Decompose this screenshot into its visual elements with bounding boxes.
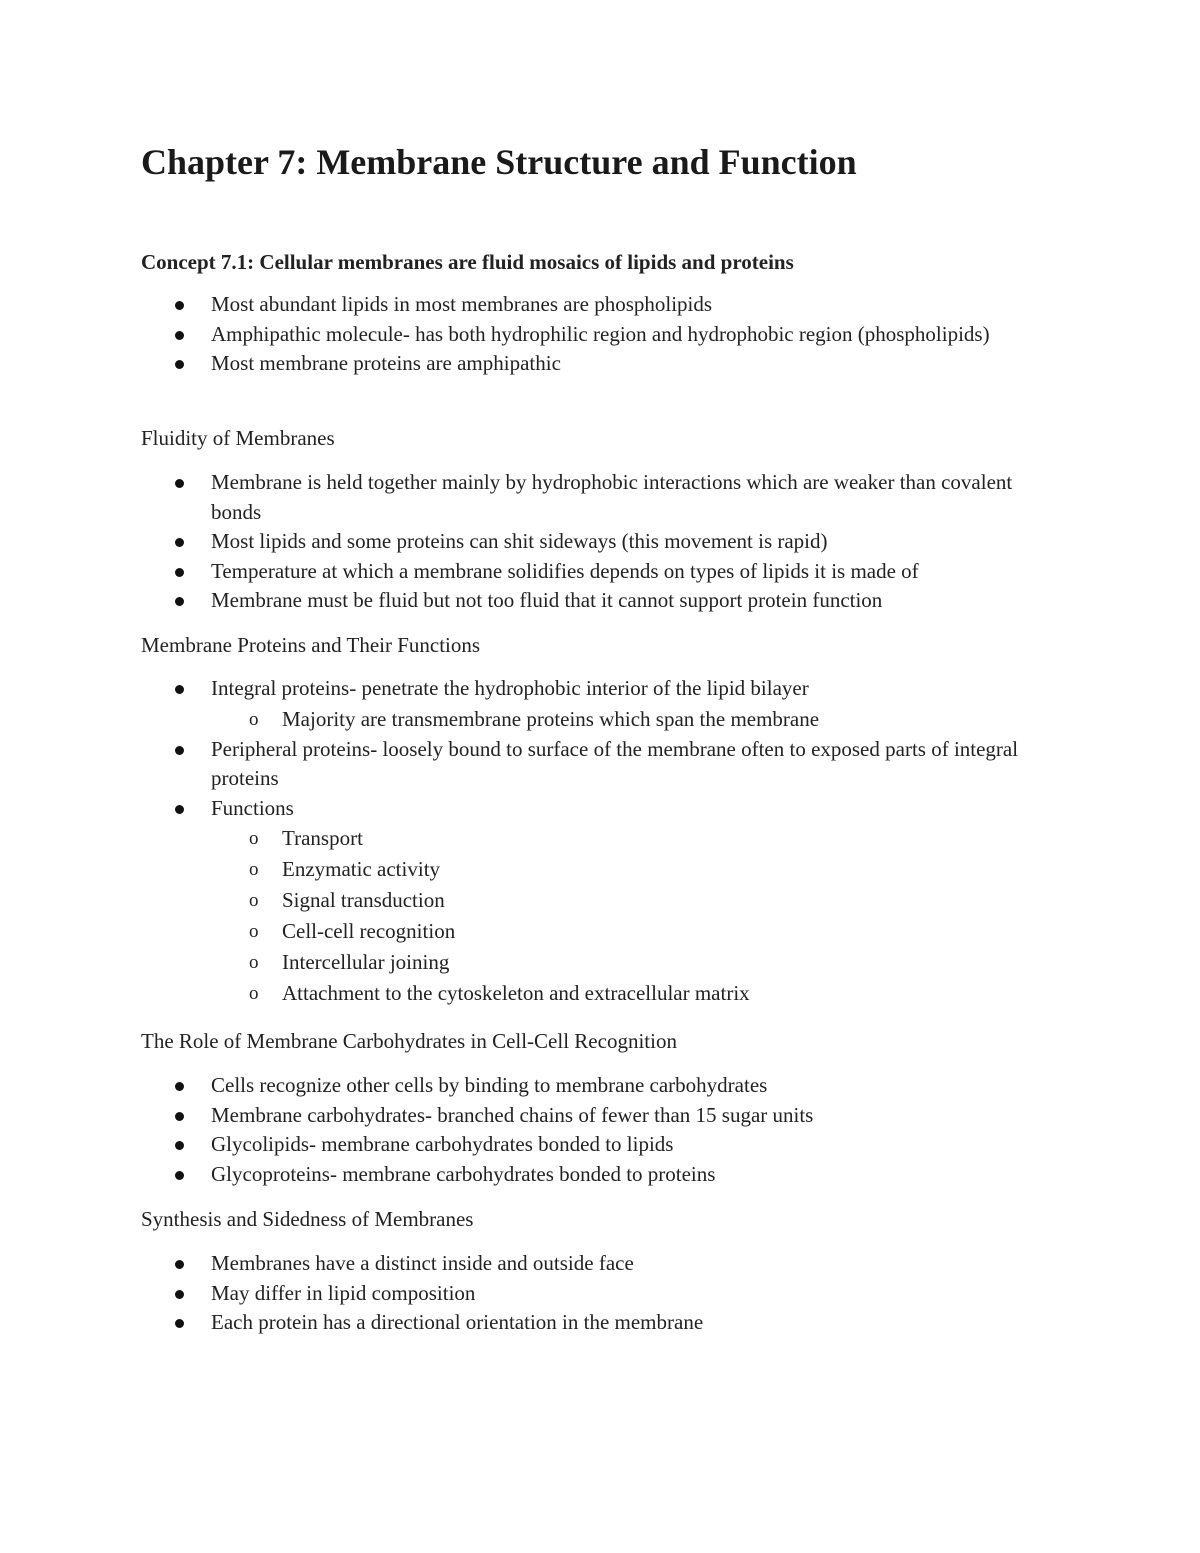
circle-bullet-icon: o xyxy=(249,983,259,1004)
bullet-icon xyxy=(175,1082,184,1091)
sub-list-item-text: Cell-cell recognition xyxy=(282,919,456,943)
section-heading-carbohydrates: The Role of Membrane Carbohydrates in Cell-Cell Recognition xyxy=(141,1029,677,1053)
list-item xyxy=(141,1279,1041,1309)
synthesis-bullet-list xyxy=(141,1249,1081,1338)
bullet-icon xyxy=(175,538,184,547)
list-item-text: Membrane carbohydrates- branched chains of fewer than 15 sugar units xyxy=(211,1102,814,1127)
list-item xyxy=(141,1249,1041,1279)
sub-list-item-text: Enzymatic activity xyxy=(282,857,441,881)
bullet-icon xyxy=(175,301,184,310)
bullet-icon xyxy=(175,1112,184,1121)
sub-list-item-text: Majority are transmembrane proteins which span the membrane xyxy=(282,706,820,731)
bullet-icon xyxy=(175,685,184,694)
list-item-text: Membrane must be fluid but not too fluid that it cannot support protein function xyxy=(211,588,883,612)
list-item xyxy=(141,557,1041,587)
list-item xyxy=(141,1160,1041,1190)
circle-bullet-icon: o xyxy=(249,921,259,942)
sub-list xyxy=(211,704,1041,735)
list-item-text: Each protein has a directional orientation in the membrane xyxy=(211,1310,704,1334)
list-item-text: Most lipids and some proteins can shit sideways (this movement is rapid) xyxy=(211,529,828,553)
list-item xyxy=(141,320,1041,350)
sub-list-item-text: Signal transduction xyxy=(282,888,445,912)
sub-list-item-text: Intercellular joining xyxy=(282,950,450,974)
list-item xyxy=(141,468,1041,527)
list-item-text: Peripheral proteins- loosely bound to surface of the membrane often to exposed parts of integral proteins xyxy=(211,736,1019,790)
circle-bullet-icon: o xyxy=(249,952,259,973)
list-item-text: Glycoproteins- membrane carbohydrates bonded to proteins xyxy=(211,1161,716,1186)
section-heading-synthesis: Synthesis and Sidedness of Membranes xyxy=(141,1207,474,1231)
list-item xyxy=(141,674,1041,735)
list-item-text: Most membrane proteins are amphipathic xyxy=(211,351,561,375)
bullet-icon xyxy=(175,1319,184,1328)
bullet-icon xyxy=(175,597,184,606)
sub-list-item xyxy=(211,704,1041,735)
list-item xyxy=(141,349,1041,379)
list-item xyxy=(141,735,1041,794)
concept-heading: Concept 7.1: Cellular membranes are fluid mosaics of lipids and proteins xyxy=(141,250,794,274)
circle-bullet-icon: o xyxy=(249,890,259,911)
list-item-text: May differ in lipid composition xyxy=(211,1280,476,1305)
list-item-text: Temperature at which a membrane solidifies depends on types of lipids it is made of xyxy=(211,558,919,583)
list-item xyxy=(141,586,1041,616)
list-item-text: Membranes have a distinct inside and outside face xyxy=(211,1251,634,1275)
list-item-text: Cells recognize other cells by binding to membrane carbohydrates xyxy=(211,1073,768,1097)
bullet-icon xyxy=(175,1260,184,1269)
list-item-text: Most abundant lipids in most membranes are phospholipids xyxy=(211,292,713,316)
sub-list-item xyxy=(211,978,1041,1009)
sub-list-item xyxy=(211,885,1041,916)
bullet-icon xyxy=(175,1171,184,1180)
list-item xyxy=(141,1071,1041,1101)
sub-list xyxy=(211,823,1041,1009)
sub-list-item xyxy=(211,854,1041,885)
bullet-icon xyxy=(175,568,184,577)
sub-list-item xyxy=(211,823,1041,854)
list-item xyxy=(141,527,1041,557)
sub-list-item-text: Attachment to the cytoskeleton and extracellular matrix xyxy=(282,981,750,1005)
list-item xyxy=(141,290,1041,320)
list-item xyxy=(141,1101,1041,1131)
list-item-text: Amphipathic molecule- has both hydrophilic region and hydrophobic region (phospholipids) xyxy=(211,321,990,346)
bullet-icon xyxy=(175,479,184,488)
bullet-icon xyxy=(175,746,184,755)
list-item xyxy=(141,1130,1041,1160)
carbohydrates-bullet-list xyxy=(141,1071,1081,1189)
list-item xyxy=(141,794,1041,1010)
fluidity-bullet-list xyxy=(141,468,1081,616)
bullet-icon xyxy=(175,1290,184,1299)
list-item-text: Integral proteins- penetrate the hydrophobic interior of the lipid bilayer xyxy=(211,676,809,700)
concept-bullet-list xyxy=(141,290,1081,379)
sub-list-item xyxy=(211,916,1041,947)
list-item-text: Membrane is held together mainly by hydrophobic interactions which are weaker than covalent bonds xyxy=(211,470,1013,524)
bullet-icon xyxy=(175,331,184,340)
sub-list-item-text: Transport xyxy=(282,826,363,850)
bullet-icon xyxy=(175,1141,184,1150)
chapter-title: Chapter 7: Membrane Structure and Function xyxy=(141,142,857,182)
bullet-icon xyxy=(175,360,184,369)
proteins-bullet-list xyxy=(141,674,1081,1009)
circle-bullet-icon: o xyxy=(249,708,259,730)
list-item xyxy=(141,1308,1041,1338)
bullet-icon xyxy=(175,805,184,814)
section-heading-membrane-proteins: Membrane Proteins and Their Functions xyxy=(141,633,481,657)
list-item-text: Functions xyxy=(211,795,294,820)
list-item-text: Glycolipids- membrane carbohydrates bonded to lipids xyxy=(211,1132,674,1156)
section-heading-fluidity: Fluidity of Membranes xyxy=(141,426,335,450)
circle-bullet-icon: o xyxy=(249,828,259,849)
circle-bullet-icon: o xyxy=(249,859,259,880)
sub-list-item xyxy=(211,947,1041,978)
